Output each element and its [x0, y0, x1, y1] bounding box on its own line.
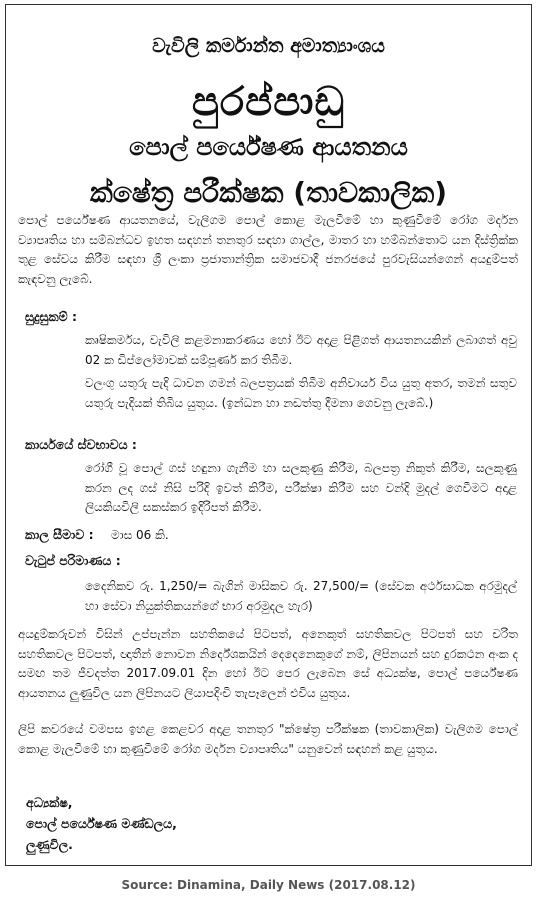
intro-paragraph: පොල් පර්යේෂණ ආයතනයේ, වැලිගම පොල් කොළ මැලවීමේ හා කුණුවීමේ රෝග මර්දන ව්‍යාපෘතිය හා සම්බන්ධව ඉහත සඳහන් තනතුර සඳහා ගාල්ල, මාතර හා හම්බන්තොට යන දිස්ත්‍රික්ක තුළ සේවය කිරීම සඳහා ශ්‍රී ලංකා ප්‍රජාතාන්ත්‍රික සමාජවාදී ජනරජයේ පුරවැසියන්ගෙන් අයදුම්පත් කැඳවනු ලැබේ. [18, 213, 518, 286]
position-heading: ක්ෂේත්‍ර පරීක්ෂක (තාවකාලික) [89, 176, 447, 209]
signature-board: පොල් පර්යේෂණ මණ්ඩලය, [26, 816, 177, 831]
salary-text: දෛනිකව රු. 1,250/= බැගින් මාසිකව රු. 27,500/= (සේවක අර්ථසාධක අරමුදල් හා සේවා නියුක්තිකයන්ගේ භාර අරමුදල හැර) [85, 579, 517, 613]
duties-text: රෝගී වූ පොල් ගස් හඳුනා ගැනීම හා සලකුණු කිරීම, බලපත්‍ර නිකුත් කිරීම, සලකුණු කරන ලද ගස් නිසි පරිදි ඉවත් කිරීම, පරීක්ෂා කිරීම සහ වන්දි මුදල් ගෙවීමට අදාළ ලියකියවිලි සකස්කර ඉදිරිපත් කිරීම. [85, 461, 517, 514]
period-label: කාල සීමාව : [25, 527, 94, 542]
envelope-paragraph: ලිපි කවරයේ වමපස ඉහළ කෙළවර අදාළ තනතුර "ක්ෂේත්‍ර පරීක්ෂක (තාවකාලික) වැලිගම පොල් කොළ මැලවීමේ හා කුණුවීමේ රෝග මර්දන ව්‍යාපෘතිය" යනුවෙන් සඳහන් කළ යුතුය. [18, 722, 518, 756]
qualification-item: වලංගු යතුරු පැදි ධාවන ගමන් බලපත්‍රයක් තිබීම අනිවාර්ය විය යුතු අතර, තමන් සතුව යතුරු පැදියක් තිබිය යුතුය. (ඉන්ධන හා නඩත්තු දීමනා ගෙවනු ලැබේ.) [85, 376, 517, 410]
advertisement-box [5, 4, 532, 866]
signature-title: අධ්‍යක්ෂ, [26, 795, 73, 810]
qualifications-label: සුදුසුකම් : [25, 309, 78, 324]
vacancy-heading: පුරප්පාඩු [191, 79, 346, 125]
signature-place: ලුණුවිල. [26, 837, 73, 852]
institute-heading: පොල් පර්යේෂණ ආයතනය [129, 133, 408, 161]
period-value: මාස 06 කි. [111, 528, 169, 542]
duties-label: කාර්යයේ ස්වභාවය : [25, 437, 137, 452]
qualification-item: කෘෂිකර්මය, වැවිලි කළමනාකරණය හෝ ඊට අදාළ පිළිගත් ආයතනයකින් ලබාගත් අවු 02 ක ඩිප්ලෝමාවක් සම්පූර්ණ කර තිබීම. [85, 333, 517, 367]
source-caption: Source: Dinamina, Daily News (2017.08.12) [121, 878, 416, 892]
ministry-heading: වැවිලි කර්මාන්ත අමාත්‍යාංශය [152, 35, 385, 57]
salary-label: වැටුප් පරිමාණය : [25, 553, 121, 568]
application-paragraph: අයදුම්කරුවන් විසින් උප්පැන්න සහතිකයේ පිටපත්, අනෙකුත් සහතිකවල පිටපත් සහ චරිත සහතිකවල පිටපත්, ඥාතීන් නොවන නිර්දේශකයින් දෙදෙනෙකුගේ නම්, ලිපිනයන් සහ දුරකථන අංක ද සමඟ තම ජීවදත්ත 2017.09.01 දින හෝ ඊට පෙර ලැබෙන සේ අධ්‍යක්ෂ, පොල් පර්යේෂණ ආයතනය ලුණුවිල යන ලිපිනයට ලියාපදිංචි තැපෑලෙන් එවිය යුතුය. [18, 627, 518, 700]
